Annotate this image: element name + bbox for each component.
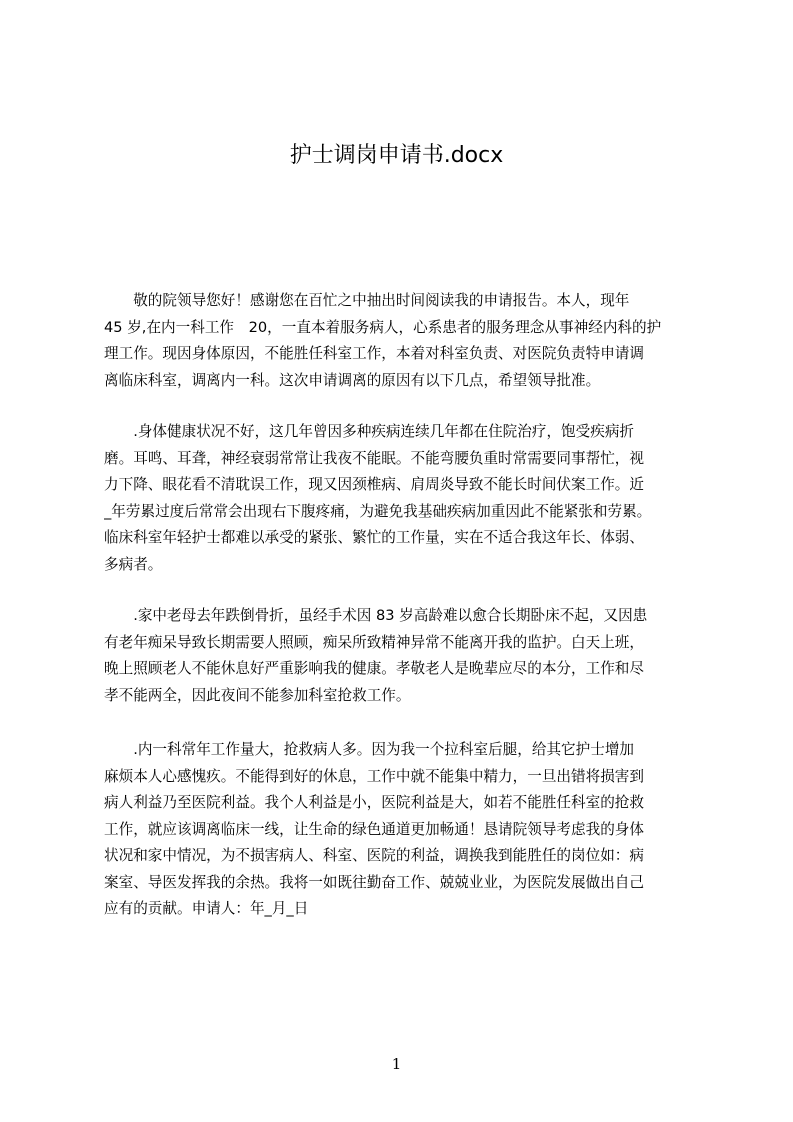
document-title: 护士调岗申请书.docx — [289, 143, 504, 168]
text-line: 麻烦本人心感愧疚。不能得到好的休息，工作中就不能集中精力，一旦出错将损害到 — [104, 767, 644, 785]
text-line: _年劳累过度后常常会出现右下腹疼痛，为避免我基础疾病加重因此不能紧张和劳累。 — [104, 502, 652, 520]
text-line: 病人利益乃至医院利益。我个人利益是小，医院利益是大，如若不能胜任科室的抢救 — [104, 794, 644, 811]
text-line: 晚上照顾老人不能休息好严重影响我的健康。孝敬老人是晚辈应尽的本分，工作和尽 — [104, 660, 644, 677]
page-number: 1 — [391, 1055, 402, 1073]
text-line: 状况和家中情况，为不损害病人、科室、医院的利益，调换我到能胜任的岗位如：病 — [104, 847, 644, 864]
paragraph-greeting — [104, 288, 698, 394]
text-line: .身体健康状况不好，这几年曾因多种疾病连续几年都在住院治疗，饱受疾病折 — [104, 423, 635, 440]
text-line: 45 岁,在内一科工作 20，一直本着服务病人，心系患者的服务理念从事神经内科的护 — [104, 318, 662, 336]
text-line: 磨。耳鸣、耳聋，神经衰弱常常让我夜不能眠。不能弯腰负重时常需要同事帮忙，视 — [104, 449, 644, 467]
text-line: .家中老母去年跌倒骨折，虽经手术因 83 岁高龄难以愈合长期卧床不起，又因患 — [104, 607, 648, 624]
text-line: 案室、导医发挥我的余热。我将一如既往勤奋工作、兢兢业业，为医院发展做出自己 — [104, 873, 644, 891]
paragraph-reason-health — [104, 419, 698, 578]
text-line: 有老年痴呆导致长期需要人照顾，痴呆所致精神异常不能离开我的监护。白天上班， — [104, 633, 644, 651]
text-line: 应有的贡献。申请人：年_月_日 — [104, 900, 309, 917]
text-line: 临床科室年轻护士都难以承受的紧张、繁忙的工作量，实在不适合我这年长、体弱、 — [104, 529, 644, 546]
text-line: 工作，就应该调离临床一线，让生命的绿色通道更加畅通！恳请院领导考虑我的身体 — [104, 820, 644, 838]
text-line: 力下降、眼花看不清耽误工作，现又因颈椎病、肩周炎导致不能长时间伏案工作。近 — [104, 476, 644, 493]
text-line: 敬的院领导您好！感谢您在百忙之中抽出时间阅读我的申请报告。本人，现年 — [104, 292, 630, 309]
text-line: .内一科常年工作量大，抢救病人多。因为我一个拉科室后腿，给其它护士增加 — [104, 741, 635, 758]
text-line: 孝不能两全，因此夜间不能参加科室抢救工作。 — [104, 686, 411, 704]
paragraph-reason-workload — [104, 737, 698, 923]
text-line: 离临床科室，调离内一科。这次申请调离的原因有以下几点，希望领导批准。 — [104, 371, 601, 389]
paragraph-reason-family — [104, 603, 698, 709]
text-line: 多病者。 — [104, 555, 163, 573]
text-line: 理工作。现因身体原因，不能胜任科室工作，本着对科室负责、对医院负责特申请调 — [104, 345, 644, 362]
